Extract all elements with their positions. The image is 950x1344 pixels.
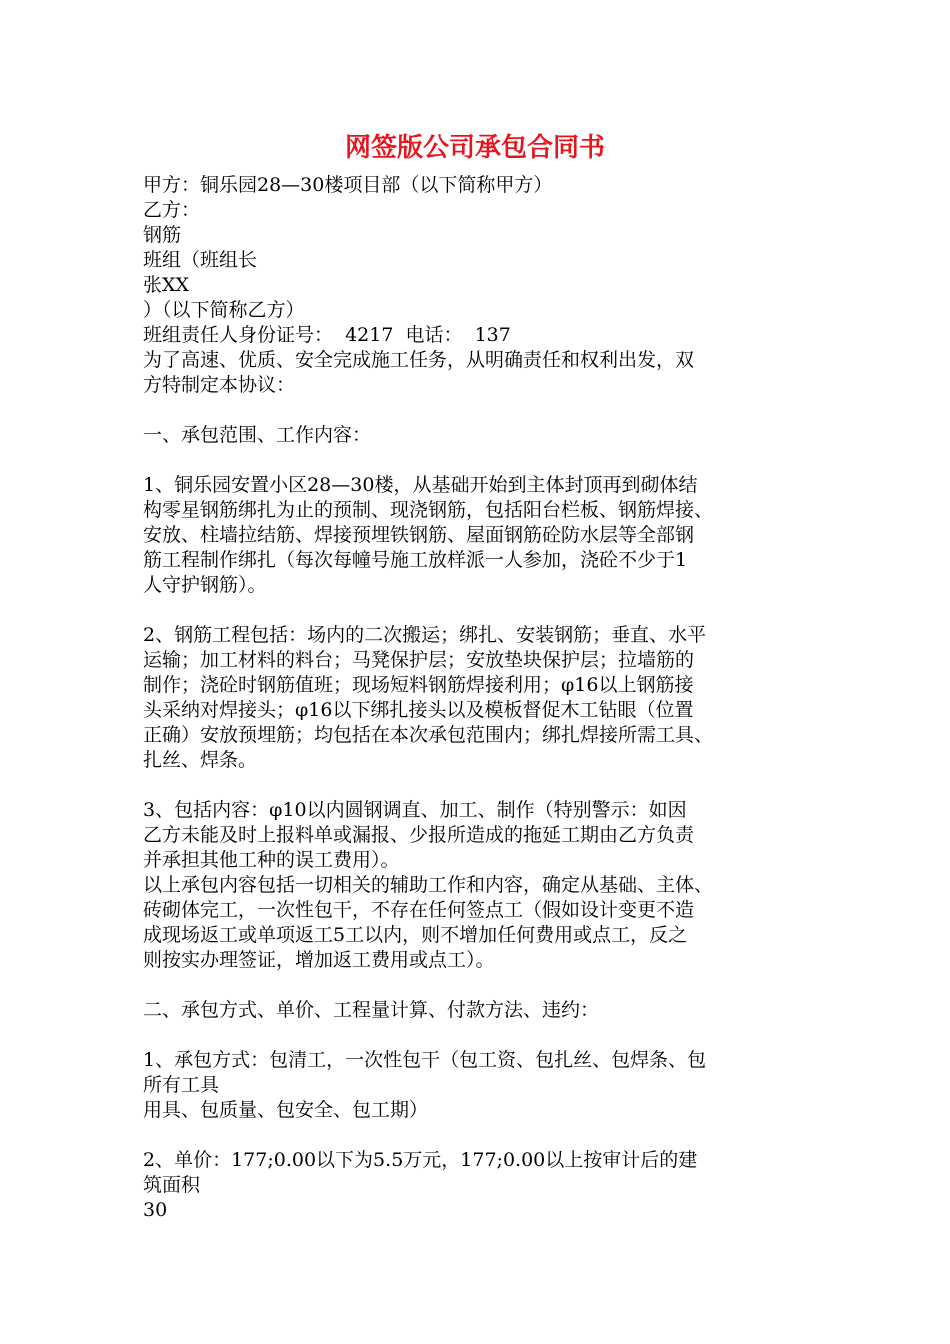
party-b-abbrev: ）（以下简称乙方） (143, 299, 305, 321)
document-body (143, 173, 823, 1223)
paragraph-line: 筑面积 (143, 1174, 201, 1196)
blank-line (143, 398, 823, 423)
blank-line (143, 448, 823, 473)
party-b-leader: 张XX (143, 274, 190, 296)
paragraph-line: 所有工具 (143, 1074, 220, 1096)
paragraph-line: 以上承包内容包括一切相关的辅助工作和内容，确定从基础、主体、 (143, 874, 714, 896)
paragraph-line: 1、铜乐园安置小区28—30楼，从基础开始到主体封顶再到砌体结 (143, 474, 698, 496)
paragraph-line: 砖砌体完工，一次性包干，不存在任何签点工（假如设计变更不造 (143, 899, 695, 921)
section-heading-scope: 一、承包范围、工作内容： (143, 424, 372, 446)
party-a-line: 甲方：铜乐园28—30楼项目部（以下简称甲方） (143, 174, 553, 196)
paragraph-line: 2、单价：177;0.00以下为5.5万元，177;0.00以上按审计后的建 (143, 1149, 698, 1171)
paragraph-line: 乙方未能及时上报料单或漏报、少报所造成的拖延工期由乙方负责 (143, 824, 695, 846)
paragraph-line: 制作；浇砼时钢筋值班；现场短料钢筋焊接利用；φ16以上钢筋接 (143, 674, 694, 696)
preamble-line: 为了高速、优质、安全完成施工任务，从明确责任和权利出发，双 (143, 349, 695, 371)
paragraph-line: 则按实办理签证，增加返工费用或点工）。 (143, 949, 495, 971)
paragraph-line: 并承担其他工种的误工费用）。 (143, 849, 400, 871)
section-heading-contract-method: 二、承包方式、单价、工程量计算、付款方法、违约： (143, 999, 600, 1021)
paragraph-line: 安放、柱墙拉结筋、焊接预埋铁钢筋、屋面钢筋砼防水层等全部钢 (143, 524, 695, 546)
party-b-trade: 钢筋 (143, 224, 182, 246)
blank-line (143, 773, 823, 798)
document-title: 网签版公司承包合同书 (344, 133, 605, 163)
paragraph-line: 构零星钢筋绑扎为止的预制、现浇钢筋，包括阳台栏板、钢筋焊接、 (143, 499, 714, 521)
paragraph-line: 成现场返工或单项返工5工以内，则不增加任何费用或点工，反之 (143, 924, 688, 946)
preamble-line: 方特制定本协议： (143, 374, 296, 396)
paragraph-line: 正确）安放预埋筋；均包括在本次承包范围内；绑扎焊接所需工具、 (143, 724, 714, 746)
paragraph-line: 扎丝、焊条。 (143, 749, 258, 771)
paragraph-line: 用具、包质量、包安全、包工期） (143, 1099, 429, 1121)
paragraph-line: 30 (143, 1199, 168, 1221)
paragraph-line: 2、钢筋工程包括：场内的二次搬运；绑扎、安装钢筋；垂直、水平 (143, 624, 707, 646)
blank-line (143, 1123, 823, 1148)
paragraph-line: 筋工程制作绑扎（每次每幢号施工放样派一人参加，浇砼不少于1 (143, 549, 688, 571)
party-b-label: 乙方： (143, 199, 201, 221)
party-b-team: 班组（班组长 (143, 249, 258, 271)
paragraph-line: 人守护钢筋）。 (143, 574, 267, 596)
blank-line (143, 973, 823, 998)
paragraph-line: 头采纳对焊接头；φ16以下绑扎接头以及模板督促木工钻眼（位置 (143, 699, 694, 721)
paragraph-line: 1、承包方式：包清工，一次性包干（包工资、包扎丝、包焊条、包 (143, 1049, 707, 1071)
blank-line (143, 1023, 823, 1048)
id-phone-line: 班组责任人身份证号： 4217 电话： 137 (143, 324, 511, 346)
blank-line (143, 598, 823, 623)
paragraph-line: 运输；加工材料的料台；马凳保护层；安放垫块保护层；拉墙筋的 (143, 649, 695, 671)
paragraph-line: 3、包括内容：φ10以内圆钢调直、加工、制作（特别警示：如因 (143, 799, 687, 821)
